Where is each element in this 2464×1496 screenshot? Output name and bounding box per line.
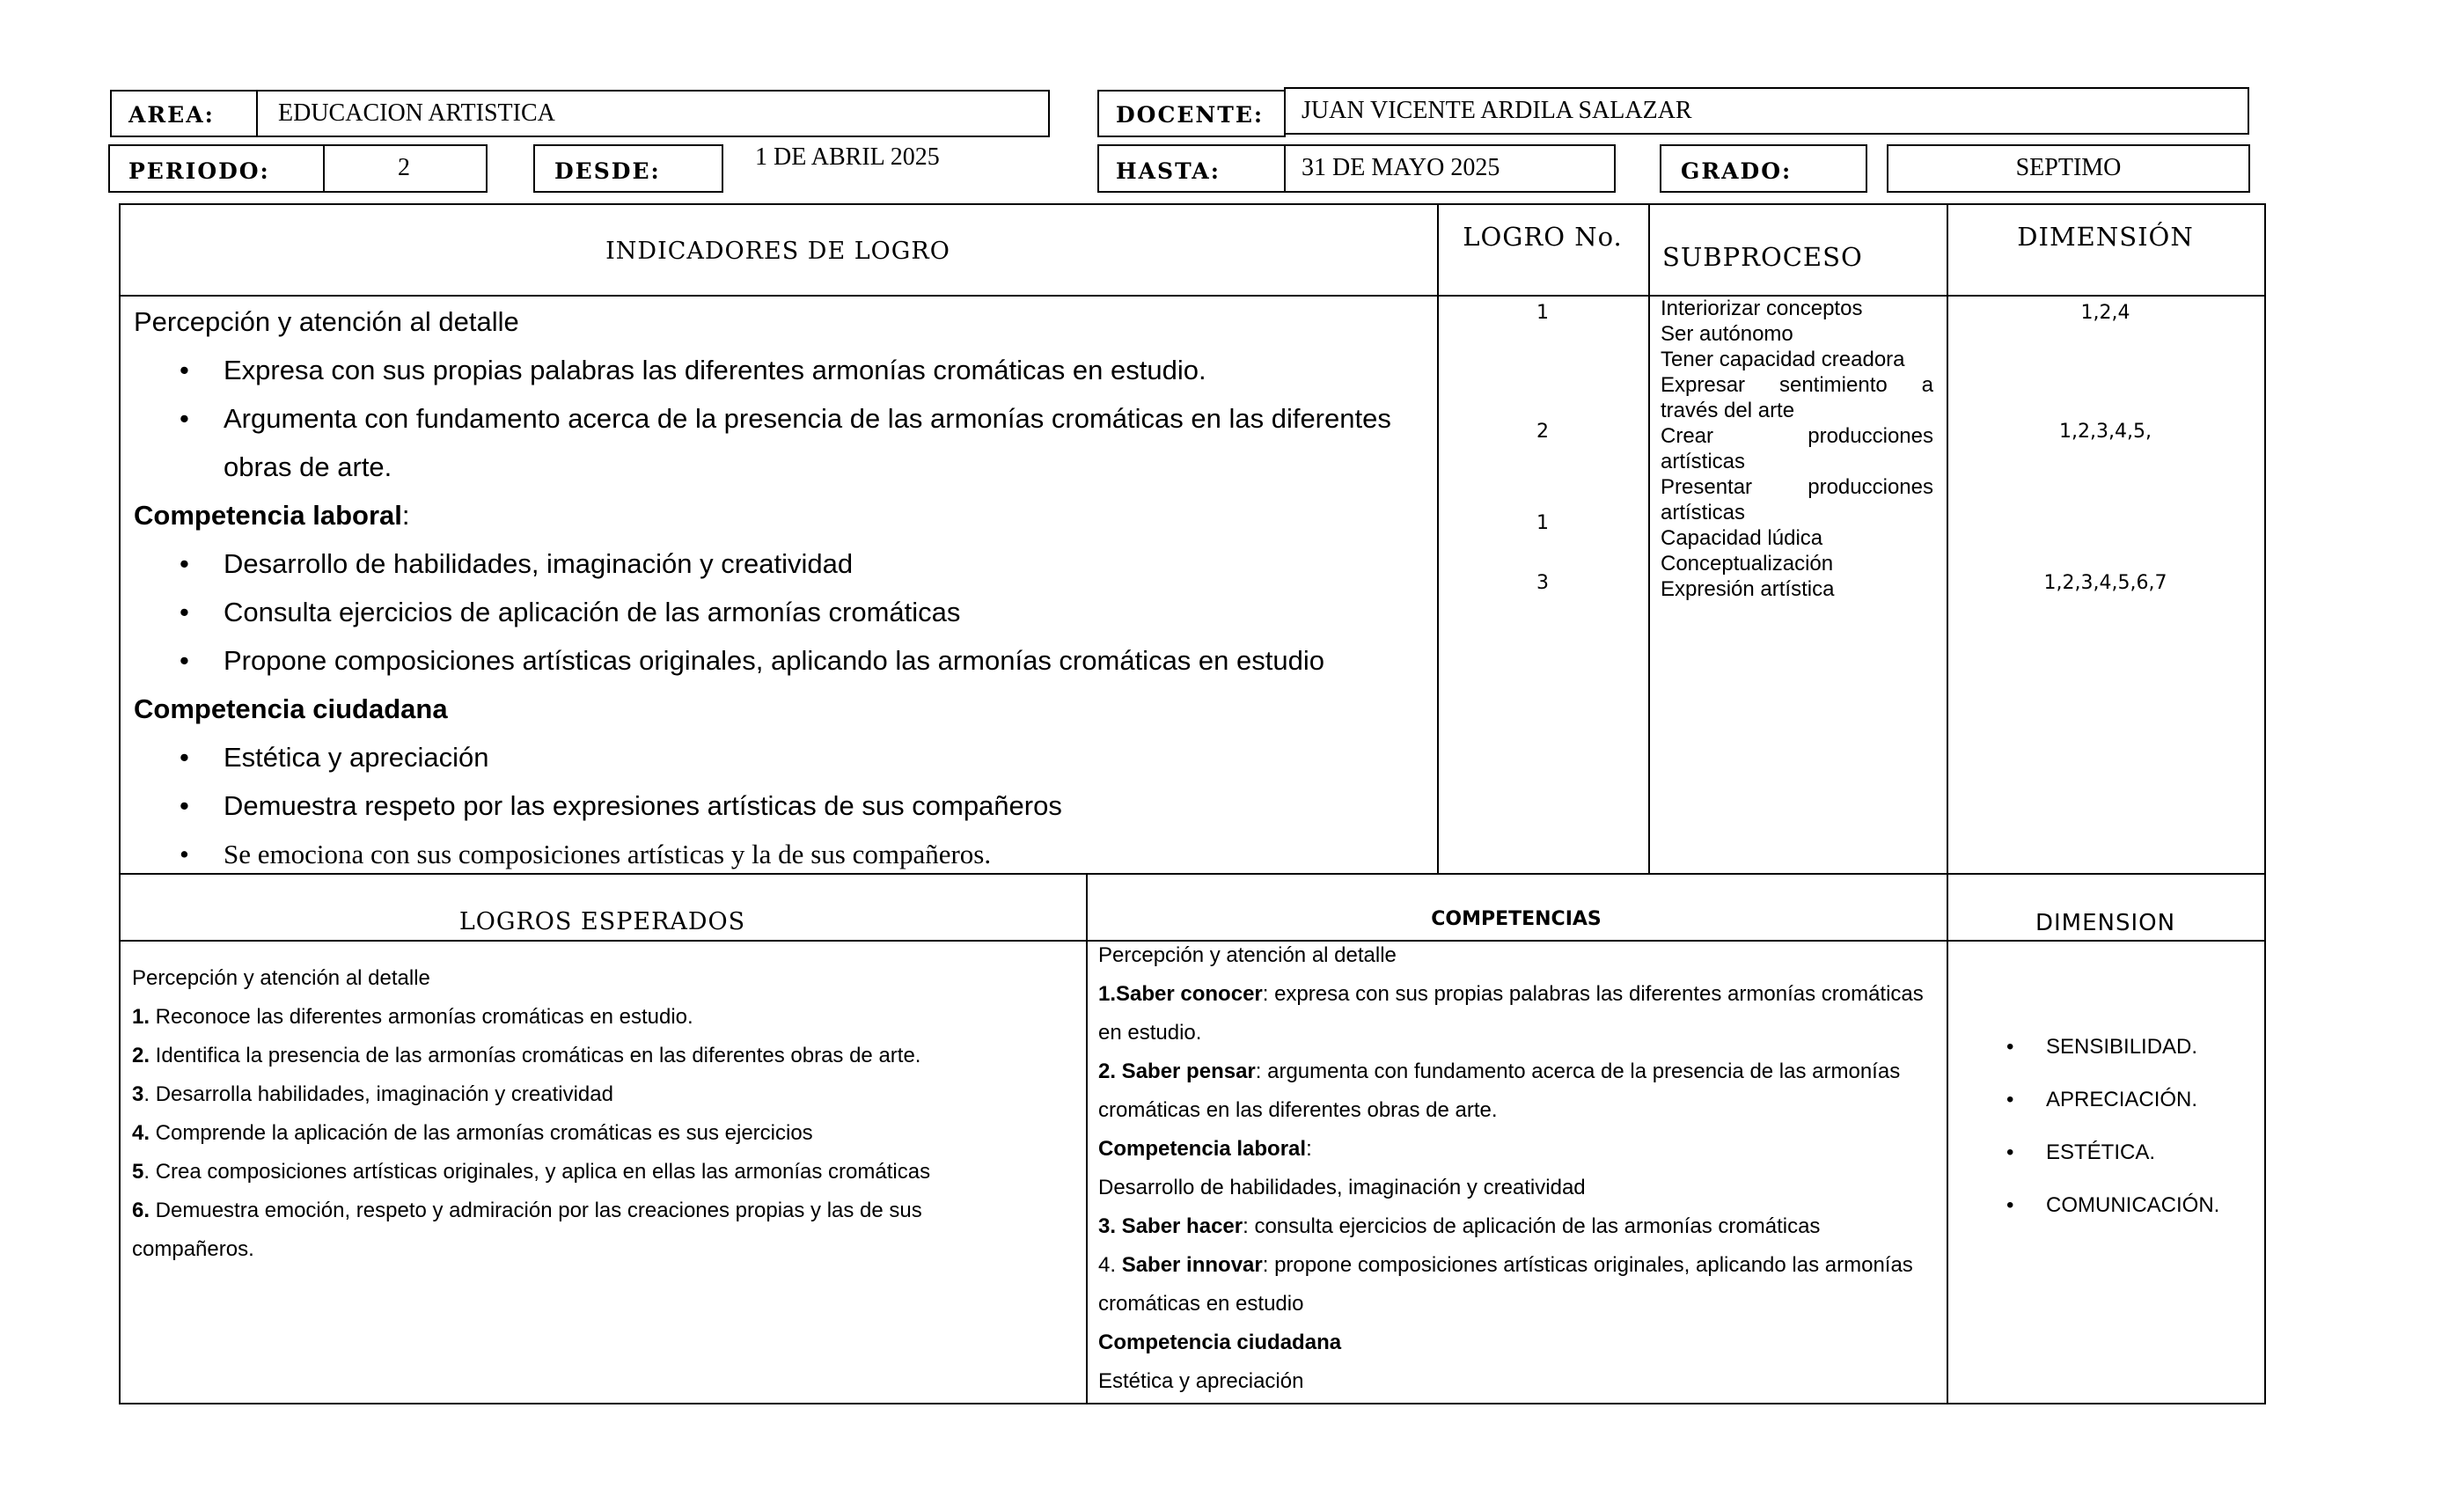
- list-item: • Desarrollo de habilidades, imaginación y creatividad: [134, 539, 1436, 588]
- list-item: • Demuestra respeto por las expresiones artísticas de sus compañeros: [134, 781, 1436, 830]
- header-indicadores: INDICADORES DE LOGRO: [605, 238, 950, 265]
- subproceso-item: Tener capacidad creadora: [1661, 348, 1905, 371]
- logros-list: [132, 959, 977, 1269]
- item-text: . Crea composiciones artísticas originales, y aplica en ellas las armonías cromáticas: [143, 1160, 931, 1184]
- list-item: • Se emociona con sus composiciones artísticas y la de sus compañeros.: [134, 830, 1436, 878]
- list-item: • Consulta ejercicios de aplicación de las armonías cromáticas: [134, 588, 1436, 636]
- list-item: Desarrollo de habilidades, imaginación y creatividad: [1098, 1176, 1586, 1199]
- grid-line: [119, 203, 121, 1404]
- item-number: 1.: [132, 1005, 150, 1029]
- subproceso-item: Crear producciones artísticas: [1661, 424, 1933, 473]
- item-number: 2.: [132, 1044, 150, 1067]
- grid-line: [119, 295, 2266, 297]
- section-title: Percepción y atención al detalle: [134, 306, 519, 337]
- hasta-label: HASTA:: [1116, 158, 1221, 184]
- hasta-value: 31 DE MAYO 2025: [1302, 154, 1500, 181]
- list-item: [132, 1192, 968, 1269]
- item-text: Reconoce las diferentes armonías cromáticas en estudio.: [150, 1005, 693, 1029]
- header-subproceso: SUBPROCESO: [1662, 242, 1863, 272]
- list-item: • Argumenta con fundamento acerca de la presencia de las armonías cromáticas en las diferentes obras de arte.: [134, 394, 1436, 491]
- subproceso-list: [1661, 296, 1933, 602]
- docente-value: JUAN VICENTE ARDILA SALAZAR: [1302, 97, 1692, 124]
- item-title: 1.Saber conocer: [1098, 982, 1263, 1006]
- grid-line: [1648, 203, 1650, 875]
- section-title-bold: Competencia laboral: [134, 500, 402, 531]
- header-dimension: DIMENSIÓN: [2017, 222, 2194, 252]
- dimensiones-list: [1998, 1021, 2219, 1232]
- item-title: Saber innovar: [1121, 1253, 1263, 1277]
- list-item: [1098, 1130, 1952, 1169]
- subproceso-item: Ser autónomo: [1661, 322, 1793, 346]
- dimension-value: 1,2,4: [2080, 302, 2130, 324]
- item-text: Comprende la aplicación de las armonías cromáticas es sus ejercicios: [150, 1121, 813, 1145]
- item-title: 2. Saber pensar: [1098, 1060, 1256, 1083]
- periodo-label: PERIODO:: [128, 158, 270, 184]
- area-label: AREA:: [128, 102, 215, 128]
- logro-number: 2: [1536, 421, 1549, 443]
- item-text: : consulta ejercicios de aplicación de las armonías cromáticas: [1243, 1214, 1821, 1238]
- subproceso-item: Interiorizar conceptos: [1661, 297, 1863, 320]
- item-number: 4.: [1098, 1253, 1122, 1277]
- grid-line: [119, 203, 2266, 205]
- item-text: Identifica la presencia de las armonías cromáticas en las diferentes obras de arte.: [150, 1044, 921, 1067]
- grado-value: SEPTIMO: [2015, 154, 2122, 181]
- item-number: 6.: [132, 1199, 150, 1222]
- list-item: [132, 998, 977, 1037]
- grid-line: [1086, 873, 1088, 1404]
- list-item: • APRECIACIÓN.: [1998, 1074, 2219, 1126]
- list-item: • COMUNICACIÓN.: [1998, 1179, 2219, 1232]
- subproceso-item: Conceptualización: [1661, 552, 1834, 576]
- area-value: EDUCACION ARTISTICA: [278, 99, 555, 127]
- section-title: [134, 685, 1436, 733]
- item-number: 5: [132, 1160, 144, 1184]
- item-text: : argumenta con fundamento acerca de la presencia de las armonías cromáticas en las diferentes obras de arte.: [1098, 1060, 1901, 1122]
- logro-number: 1: [1536, 302, 1549, 324]
- list-item: [132, 1037, 977, 1075]
- header-logro-no: LOGRO No.: [1463, 222, 1623, 252]
- item-title: Competencia laboral: [1098, 1137, 1307, 1161]
- list-item: • Estética y apreciación: [134, 733, 1436, 781]
- item-title: 3. Saber hacer: [1098, 1214, 1243, 1238]
- list-item: [1098, 1052, 1952, 1130]
- docente-label: DOCENTE:: [1116, 102, 1265, 128]
- list-item: [132, 1114, 977, 1153]
- list-item: Estética y apreciación: [1098, 1369, 1304, 1393]
- grid-line: [2264, 203, 2266, 1404]
- list-item: • Propone composiciones artísticas originales, aplicando las armonías cromáticas en estudio: [134, 636, 1436, 685]
- item-text: Demuestra emoción, respeto y admiración por las creaciones propias y las de sus compañeros.: [132, 1199, 922, 1261]
- list-item: • ESTÉTICA.: [1998, 1126, 2219, 1179]
- item-text: :: [1306, 1137, 1312, 1161]
- dimension-value: 1,2,3,4,5,: [2059, 421, 2152, 443]
- header-logros-esperados: LOGROS ESPERADOS: [458, 908, 746, 935]
- subproceso-item: Expresión artística: [1661, 577, 1835, 601]
- item-text: . Desarrolla habilidades, imaginación y creatividad: [143, 1082, 613, 1106]
- section-title: [134, 491, 1436, 539]
- competencias-list: [1098, 936, 1952, 1401]
- periodo-value: 2: [398, 154, 410, 181]
- item-number: 4.: [132, 1121, 150, 1145]
- dimension-value: 1,2,3,4,5,6,7: [2043, 572, 2167, 594]
- logro-number: 3: [1536, 572, 1549, 594]
- list-item: [1098, 1324, 1952, 1362]
- desde-value: 1 DE ABRIL 2025: [755, 143, 940, 171]
- list-item: [1098, 1207, 1952, 1246]
- list-item: [1098, 975, 1952, 1052]
- header-dimension-2: DIMENSION: [2035, 910, 2176, 936]
- list-item: • Expresa con sus propias palabras las diferentes armonías cromáticas en estudio.: [134, 346, 1436, 394]
- indicadores-list: [134, 297, 1436, 878]
- header-competencias: COMPETENCIAS: [1431, 908, 1602, 930]
- section-title-bold: Competencia ciudadana: [134, 693, 448, 724]
- subproceso-item: Expresar sentimiento a través del arte: [1661, 373, 1933, 422]
- logro-number: 1: [1536, 512, 1549, 534]
- subproceso-item: Capacidad lúdica: [1661, 526, 1823, 550]
- grado-label: GRADO:: [1681, 158, 1793, 184]
- section-colon: :: [401, 500, 410, 531]
- list-item: [132, 1075, 977, 1114]
- item-title: Competencia ciudadana: [1098, 1331, 1342, 1354]
- subproceso-item: Presentar producciones artísticas: [1661, 475, 1933, 524]
- desde-label: DESDE:: [554, 158, 661, 184]
- list-item: [132, 1153, 977, 1192]
- competencias-intro: Percepción y atención al detalle: [1098, 943, 1397, 967]
- list-item: • SENSIBILIDAD.: [1998, 1021, 2219, 1074]
- item-text: : expresa con sus propias palabras las diferentes armonías cromáticas en estudio.: [1098, 982, 1924, 1045]
- grid-line: [119, 1403, 2266, 1404]
- list-item: [1098, 1246, 1952, 1324]
- logros-intro: Percepción y atención al detalle: [132, 966, 430, 990]
- item-number: 3: [132, 1082, 144, 1106]
- item-text: : propone composiciones artísticas originales, aplicando las armonías cromáticas en estudio: [1098, 1253, 1913, 1316]
